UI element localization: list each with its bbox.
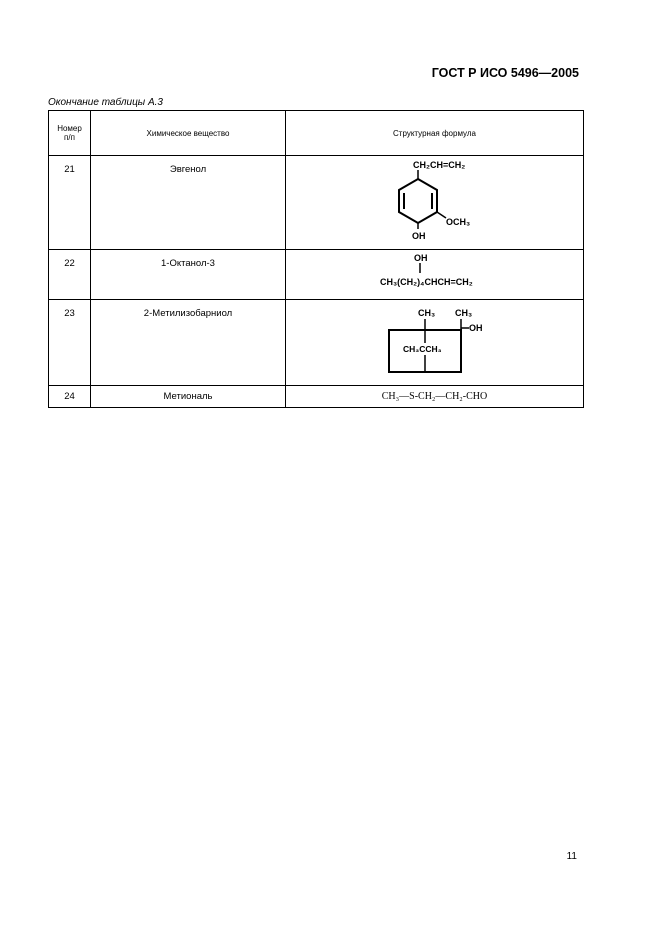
table-header-row — [49, 111, 584, 156]
formula-label-center: CH₃CCH₃ — [403, 344, 442, 354]
structural-formula-methylisoborneol — [286, 300, 584, 386]
structural-formula-octanol — [286, 250, 584, 300]
substance-name: Метиональ — [91, 386, 286, 408]
structural-formula-eugenol — [286, 156, 584, 250]
formula-label-bottom: OH — [412, 231, 426, 241]
formula-label-left-top: CH₃ — [418, 308, 436, 318]
methylisoborneol-structure — [286, 300, 582, 380]
table-row — [49, 250, 584, 300]
formula-label-top: OH — [414, 253, 428, 263]
page-number: 11 — [566, 851, 577, 862]
octanol-structure — [286, 250, 582, 294]
chemical-table — [48, 110, 584, 408]
document-header: ГОСТ Р ИСО 5496—2005 — [431, 66, 579, 80]
table-row — [49, 386, 584, 408]
substance-name: 2-Метилизобарниол — [91, 300, 286, 386]
row-number: 24 — [49, 386, 91, 408]
col-header-substance: Химическое вещество — [91, 111, 286, 156]
col-header-number: Номер п/п — [49, 111, 91, 156]
formula-label-top: CH₂CH=CH₂ — [413, 160, 466, 170]
substance-name: Эвгенол — [91, 156, 286, 250]
table-caption: Окончание таблицы А.3 — [48, 97, 163, 108]
row-number: 21 — [49, 156, 91, 250]
formula-label-right-top: CH₃ — [455, 308, 473, 318]
row-number: 23 — [49, 300, 91, 386]
substance-name: 1-Октанол-3 — [91, 250, 286, 300]
formula-label-right: OH — [469, 323, 483, 333]
table-row — [49, 300, 584, 386]
table-row — [49, 156, 584, 250]
row-number: 22 — [49, 250, 91, 300]
formula-label-side: OCH₃ — [446, 217, 471, 227]
formula-label-main: CH₃(CH₂)₄CHCH=CH₂ — [380, 277, 473, 287]
eugenol-structure — [286, 156, 582, 244]
structural-formula-methional: CH₃—S-CH₂—CH₂-CHO — [286, 386, 584, 408]
col-header-formula: Структурная формула — [286, 111, 584, 156]
